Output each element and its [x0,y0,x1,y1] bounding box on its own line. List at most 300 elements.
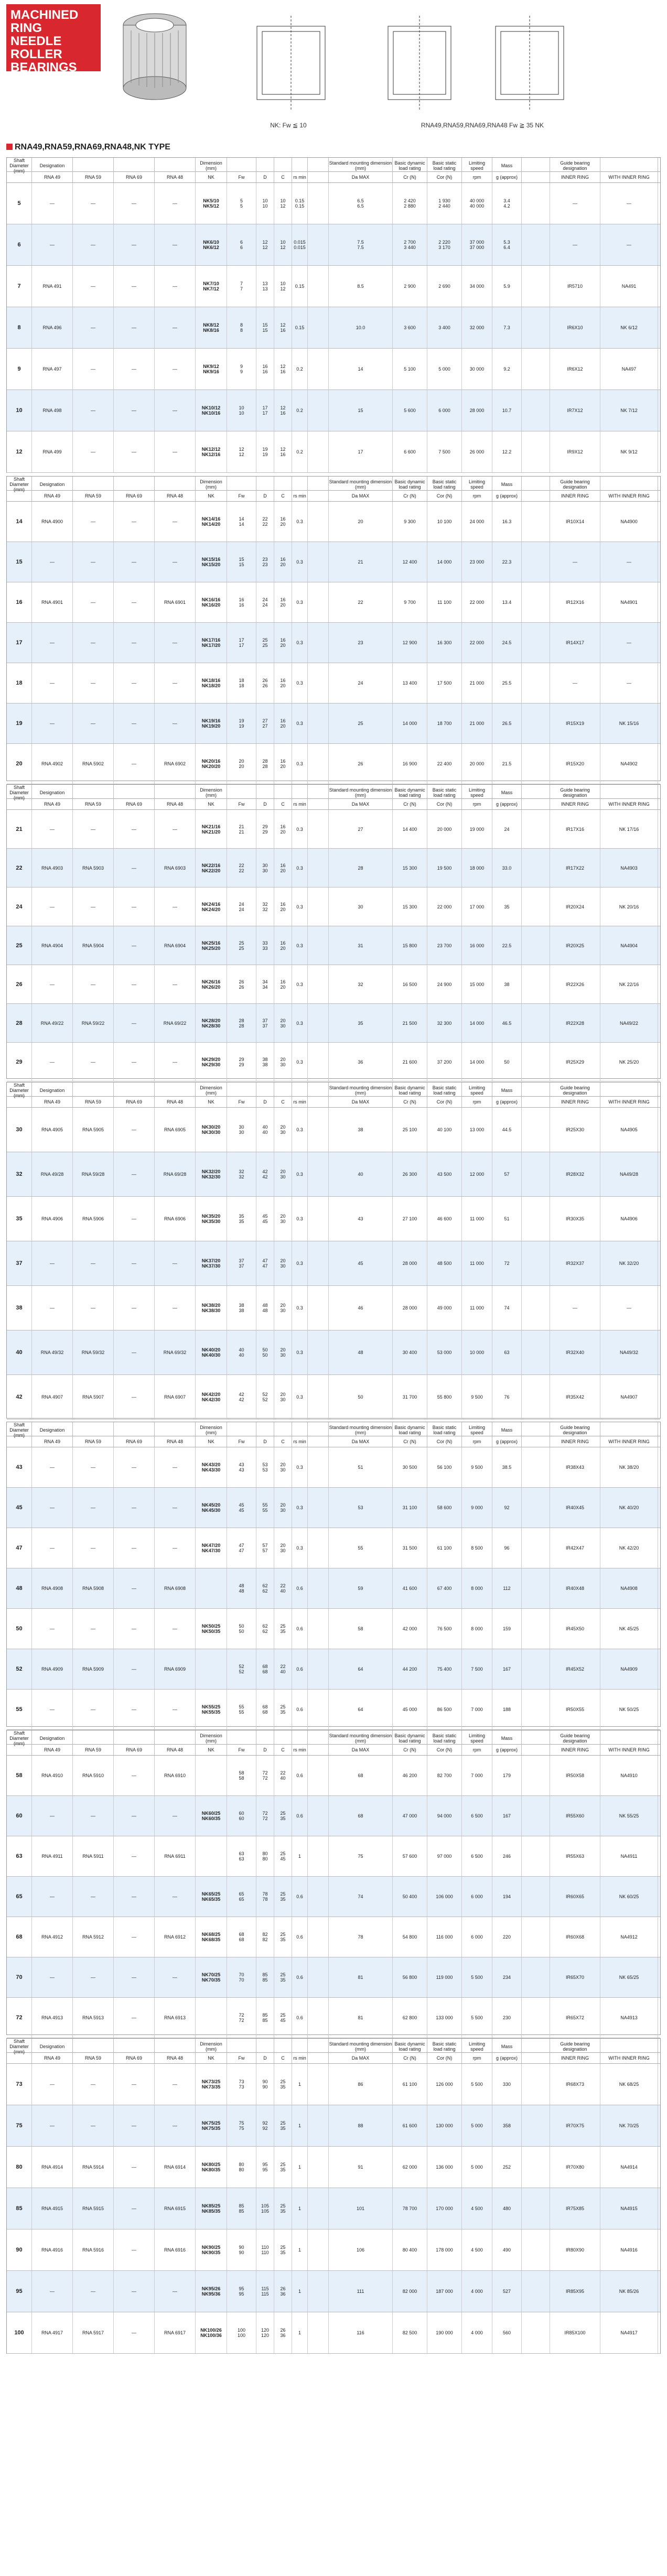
subheader-cell: RNA 48 [155,491,196,501]
fw-value: 7 7 [227,266,256,307]
spacer [522,2188,550,2229]
c-value: 25 45 [274,1836,292,1876]
rna49-designation: RNA 4911 [32,1836,73,1876]
rna48-designation: RNA 6905 [155,1108,196,1152]
table-row [7,663,660,703]
nk-designation: NK70/25 NK70/35 [196,1957,227,1997]
rpm-value: 16 000 [462,926,492,965]
header-blank [600,477,658,492]
fw-value: 38 38 [227,1286,256,1330]
table-row [7,810,660,849]
cor-value: 86 500 [427,1690,462,1729]
subheader-cell [522,1097,550,1107]
rmin-value: 0.3 [292,1286,308,1330]
header-dynamic: Basic dynamic load rating [393,1730,427,1746]
header-guide: Guide bearing designation [550,2039,600,2054]
shaft-diameter: 32 [7,1152,32,1196]
d-value: 33 33 [256,926,274,965]
spacer [522,849,550,887]
shaft-diameter: 60 [7,1796,32,1836]
spacer [308,1756,329,1795]
cr-value: 21 600 [393,1043,427,1081]
rna49-designation: RNA 4915 [32,2188,73,2229]
rna59-designation: — [73,1877,114,1917]
rna48-designation: — [155,1690,196,1729]
rna59-designation: — [73,431,114,472]
header-designation: Designation [32,1730,73,1746]
cr-value: 82 500 [393,2312,427,2353]
cor-value: 1 930 2 440 [427,183,462,224]
fw-value: 9 9 [227,349,256,389]
subheader-cell: RNA 69 [114,172,155,182]
subheader-cell: INNER RING [550,1745,600,1755]
cor-value: 40 100 [427,1108,462,1152]
table-group [6,1422,661,1727]
spacer [522,1375,550,1419]
mass-value: 33.0 [492,849,522,887]
fw-value: 90 90 [227,2229,256,2270]
rna59-designation: RNA 5903 [73,849,114,887]
c-value: 25 35 [274,1957,292,1997]
header-blank [274,1422,292,1438]
rmin-value: 0.3 [292,623,308,663]
spacer [308,1108,329,1152]
spacer [308,1528,329,1568]
d-value: 90 90 [256,2064,274,2105]
subheader-cell: RNA 69 [114,2053,155,2063]
rna48-designation: — [155,431,196,472]
spacer [308,1375,329,1419]
header-blank [522,477,550,492]
header-static: Basic static load rating [427,2039,462,2054]
mass-value: 5.9 [492,266,522,307]
rmin-value: 0.3 [292,1043,308,1081]
cr-value: 12 900 [393,623,427,663]
spacer [522,542,550,582]
rna59-designation: RNA 5906 [73,1197,114,1241]
spacer [522,926,550,965]
with-inner-ring: NK 7/12 [600,390,658,431]
shaft-diameter: 68 [7,1917,32,1957]
with-inner-ring: NK 68/25 [600,2064,658,2105]
da-value: 59 [329,1568,393,1608]
rna48-designation: RNA 6917 [155,2312,196,2353]
with-inner-ring: NA491 [600,266,658,307]
header-dynamic: Basic dynamic load rating [393,2039,427,2054]
header-mass: Mass [492,785,522,800]
cor-value: 5 000 [427,349,462,389]
subheader-cell [7,491,32,501]
header-guide: Guide bearing designation [550,1422,600,1438]
rna59-designation: — [73,582,114,622]
mass-value: 96 [492,1528,522,1568]
rna69-designation: — [114,1877,155,1917]
rna69-designation: — [114,703,155,743]
cr-value: 27 100 [393,1197,427,1241]
rna69-designation: — [114,623,155,663]
rmin-value: 0.3 [292,502,308,542]
mass-value: 35 [492,887,522,926]
cr-value: 47 000 [393,1796,427,1836]
shaft-diameter: 42 [7,1375,32,1419]
spacer [308,744,329,784]
spacer [308,663,329,703]
table-header [7,1422,660,1436]
da-value: 31 [329,926,393,965]
rna59-designation: — [73,2271,114,2312]
rna48-designation: — [155,1447,196,1487]
fw-value: 52 52 [227,1649,256,1689]
table-header [7,1083,660,1097]
rna48-designation: — [155,1609,196,1649]
cor-value: 94 000 [427,1796,462,1836]
rna49-designation: — [32,1796,73,1836]
subheader-cell: C [274,1097,292,1107]
fw-value: 29 29 [227,1043,256,1081]
inner-ring: IR70X80 [550,2147,600,2188]
rmin-value: 0.15 [292,307,308,348]
cor-value: 58 600 [427,1488,462,1528]
table-row [7,1375,660,1420]
rna49-designation: RNA 49/32 [32,1330,73,1374]
rna69-designation: — [114,1108,155,1152]
with-inner-ring: NA4904 [600,926,658,965]
fw-value: 85 85 [227,2188,256,2229]
rmin-value: 0.3 [292,1241,308,1285]
subheader-cell: rs min [292,172,308,182]
nk-designation [196,1756,227,1795]
spacer [522,623,550,663]
header-dynamic: Basic dynamic load rating [393,785,427,800]
d-value: 78 78 [256,1877,274,1917]
rna69-designation: — [114,2064,155,2105]
rna59-designation: — [73,183,114,224]
rpm-value: 28 000 [462,390,492,431]
subheader-cell [7,172,32,182]
shaft-diameter: 70 [7,1957,32,1997]
diagram-caption-left: NK: Fw ≦ 10 [270,122,307,129]
header-blank [155,1083,196,1098]
mass-value: 24.5 [492,623,522,663]
spacer [522,1043,550,1081]
spacer [308,1917,329,1957]
mass-value: 330 [492,2064,522,2105]
table-row [7,2229,660,2271]
nk-designation: NK20/16 NK20/20 [196,744,227,784]
rna49-designation: — [32,1877,73,1917]
fw-value: 26 26 [227,965,256,1003]
rpm-value: 5 500 [462,1957,492,1997]
nk-designation: NK43/20 NK43/30 [196,1447,227,1487]
cor-value: 178 000 [427,2229,462,2270]
cor-value: 17 500 [427,663,462,703]
rmin-value: 0.6 [292,1609,308,1649]
fw-value: 5 5 [227,183,256,224]
rna59-designation: — [73,1690,114,1729]
rna59-designation: — [73,542,114,582]
mass-value: 194 [492,1877,522,1917]
with-inner-ring: — [600,663,658,703]
rna48-designation: — [155,965,196,1003]
subheader-cell: C [274,799,292,809]
header-blank [308,1422,329,1438]
mass-value: 167 [492,1649,522,1689]
header-shaft: Shaft Diameter (mm) [7,1730,32,1746]
cr-value: 31 700 [393,1375,427,1419]
rna49-designation: RNA 49/22 [32,1004,73,1042]
rna69-designation: — [114,1998,155,2038]
inner-ring: IR22X26 [550,965,600,1003]
nk-designation: NK25/16 NK25/20 [196,926,227,965]
header-blank [227,1422,256,1438]
cor-value: 14 000 [427,542,462,582]
mass-value: 112 [492,1568,522,1608]
header-designation: Designation [32,2039,73,2054]
rna48-designation: — [155,542,196,582]
rmin-value: 1 [292,2229,308,2270]
inner-ring: IR85X95 [550,2271,600,2312]
spacer [308,224,329,265]
header-blank [292,2039,308,2054]
header [0,0,667,151]
rmin-value: 0.3 [292,1197,308,1241]
spacer [522,2064,550,2105]
spacer [522,1488,550,1528]
header-blank [227,477,256,492]
d-value: 40 40 [256,1108,274,1152]
spacer [522,1528,550,1568]
inner-ring: IR38X43 [550,1447,600,1487]
shaft-diameter: 5 [7,183,32,224]
c-value: 25 35 [274,1877,292,1917]
shaft-diameter: 14 [7,502,32,542]
subheader-cell: RNA 49 [32,799,73,809]
fw-value: 42 42 [227,1375,256,1419]
cr-value: 46 200 [393,1756,427,1795]
inner-ring: IR12X16 [550,582,600,622]
cr-value: 61 600 [393,2105,427,2146]
rna59-designation: — [73,2064,114,2105]
cr-value: 15 300 [393,887,427,926]
shaft-diameter: 38 [7,1286,32,1330]
rmin-value: 0.3 [292,810,308,848]
rpm-value: 22 000 [462,582,492,622]
spacer [308,582,329,622]
cor-value: 67 400 [427,1568,462,1608]
subheader-cell: INNER RING [550,799,600,809]
with-inner-ring: NA4906 [600,1197,658,1241]
rmin-value: 0.3 [292,1004,308,1042]
header-blank [256,158,274,174]
header-blank [308,1730,329,1746]
rna48-designation: RNA 6908 [155,1568,196,1608]
table-row [7,183,660,224]
rna59-designation: RNA 5908 [73,1568,114,1608]
da-value: 88 [329,2105,393,2146]
nk-designation: NK75/25 NK75/35 [196,2105,227,2146]
with-inner-ring: NK 50/25 [600,1690,658,1729]
table-row [7,431,660,473]
rpm-value: 14 000 [462,1043,492,1081]
inner-ring: IR50X55 [550,1690,600,1729]
with-inner-ring: — [600,623,658,663]
subheader-cell: rpm [462,491,492,501]
cor-value: 24 900 [427,965,462,1003]
shaft-diameter: 43 [7,1447,32,1487]
subheader-cell: WITH INNER RING [600,2053,658,2063]
mass-value: 490 [492,2229,522,2270]
da-value: 6.5 6.5 [329,183,393,224]
nk-designation: NK85/25 NK85/35 [196,2188,227,2229]
table-row [7,2188,660,2229]
table-row [7,1528,660,1568]
rna48-designation: — [155,2271,196,2312]
rmin-value: 0.3 [292,1330,308,1374]
mass-value: 527 [492,2271,522,2312]
mass-value: 560 [492,2312,522,2353]
header-blank [114,477,155,492]
spacer [522,1690,550,1729]
rna49-designation: — [32,183,73,224]
rpm-value: 6 000 [462,1877,492,1917]
brand-line2: NEEDLE ROLLER BEARINGS [10,34,77,74]
rna49-designation: — [32,810,73,848]
subheader-cell: g (approx) [492,491,522,501]
header-blank [73,477,114,492]
spacer [308,1957,329,1997]
subheader-cell: RNA 49 [32,2053,73,2063]
c-value: 16 20 [274,542,292,582]
header-mass: Mass [492,1730,522,1746]
header-mass: Mass [492,1083,522,1098]
da-value: 22 [329,582,393,622]
with-inner-ring: NA4905 [600,1108,658,1152]
rmin-value: 1 [292,2147,308,2188]
shaft-diameter: 52 [7,1649,32,1689]
table-subheader [7,1745,660,1756]
rna48-designation: RNA 6906 [155,1197,196,1241]
header-blank [522,158,550,174]
rna69-designation: — [114,926,155,965]
rna59-designation: — [73,266,114,307]
subheader-cell: RNA 49 [32,1097,73,1107]
spacer [522,1330,550,1374]
cr-value: 6 600 [393,431,427,472]
table-row [7,1488,660,1528]
table-subheader [7,172,660,183]
fw-value: 40 40 [227,1330,256,1374]
rna49-designation: RNA 498 [32,390,73,431]
header-blank [227,1730,256,1746]
mass-value: 220 [492,1917,522,1957]
rmin-value: 1 [292,2271,308,2312]
rna59-designation: — [73,703,114,743]
rna59-designation: RNA 5905 [73,1108,114,1152]
with-inner-ring: NA4907 [600,1375,658,1419]
da-value: 91 [329,2147,393,2188]
cr-value: 5 600 [393,390,427,431]
spacer [308,703,329,743]
mass-value: 159 [492,1609,522,1649]
rna48-designation: — [155,1286,196,1330]
rpm-value: 15 000 [462,965,492,1003]
rna49-designation: — [32,1447,73,1487]
rmin-value: 0.6 [292,1756,308,1795]
with-inner-ring: NK 25/20 [600,1043,658,1081]
header-blank [522,1083,550,1098]
header-dynamic: Basic dynamic load rating [393,1083,427,1098]
d-value: 17 17 [256,390,274,431]
subheader-cell [7,1745,32,1755]
rna49-designation: RNA 4905 [32,1108,73,1152]
c-value: 20 30 [274,1447,292,1487]
header-blank [600,1730,658,1746]
rpm-value: 4 000 [462,2312,492,2353]
shaft-diameter: 21 [7,810,32,848]
shaft-diameter: 16 [7,582,32,622]
header-shaft: Shaft Diameter (mm) [7,2039,32,2054]
subheader-cell: RNA 48 [155,172,196,182]
header-blank [274,1083,292,1098]
rmin-value: 0.6 [292,1568,308,1608]
subheader-cell: NK [196,2053,227,2063]
header-speed: Limiting speed [462,1422,492,1438]
fw-value: 21 21 [227,810,256,848]
rna69-designation: — [114,502,155,542]
spacer [522,663,550,703]
mass-value: 252 [492,2147,522,2188]
table-row [7,1836,660,1877]
header-blank [155,2039,196,2054]
da-value: 58 [329,1609,393,1649]
subheader-cell [308,1097,329,1107]
rna48-designation: — [155,1796,196,1836]
d-value: 47 47 [256,1241,274,1285]
da-value: 23 [329,623,393,663]
rna49-designation: — [32,1488,73,1528]
nk-designation: NK32/20 NK32/30 [196,1152,227,1196]
shaft-diameter: 19 [7,703,32,743]
nk-designation [196,1836,227,1876]
nk-designation: NK55/25 NK55/35 [196,1690,227,1729]
inner-ring: IR9X12 [550,431,600,472]
header-blank [227,1083,256,1098]
cor-value: 75 400 [427,1649,462,1689]
mass-value: 46.5 [492,1004,522,1042]
rmin-value: 0.2 [292,390,308,431]
nk-designation [196,1998,227,2038]
rna69-designation: — [114,183,155,224]
rna69-designation: — [114,266,155,307]
nk-designation: NK7/10 NK7/12 [196,266,227,307]
table-row [7,1877,660,1917]
fw-value: 48 48 [227,1568,256,1608]
with-inner-ring: NK 32/20 [600,1241,658,1285]
shaft-diameter: 48 [7,1568,32,1608]
rna59-designation: — [73,390,114,431]
cr-value: 3 600 [393,307,427,348]
cor-value: 7 500 [427,431,462,472]
inner-ring: IR45X52 [550,1649,600,1689]
subheader-cell [7,2053,32,2063]
c-value: 25 35 [274,1796,292,1836]
rna59-designation: — [73,1528,114,1568]
d-value: 50 50 [256,1330,274,1374]
shaft-diameter: 58 [7,1756,32,1795]
rna48-designation: — [155,2064,196,2105]
rmin-value: 0.3 [292,1152,308,1196]
rna48-designation: RNA 6912 [155,1917,196,1957]
